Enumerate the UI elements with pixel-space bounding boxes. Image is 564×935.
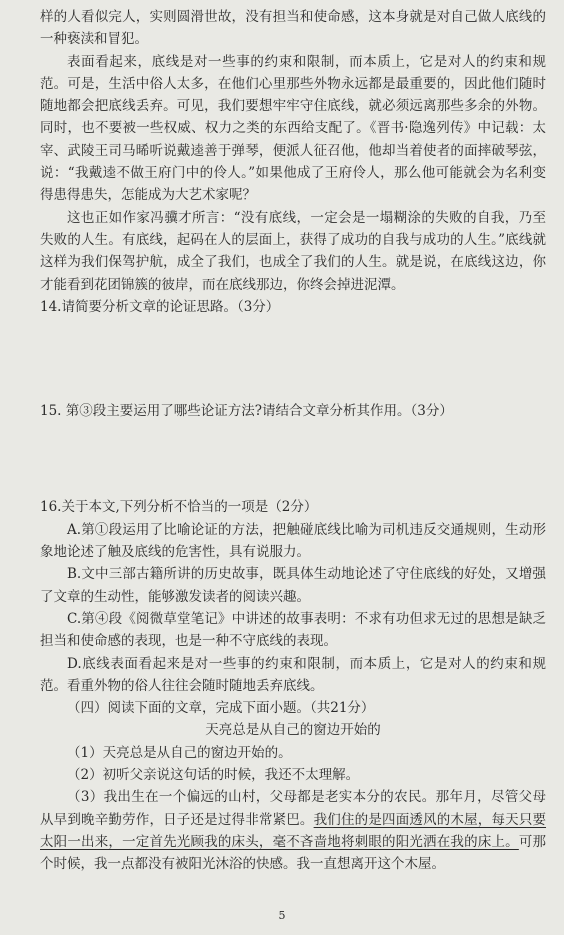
article-paragraph-2: （2）初听父亲说这句话的时候，我还不太理解。 — [67, 767, 360, 784]
article-paragraph-3 — [40, 786, 546, 875]
question-14: 14.请简要分析文章的论证思路。（3分） — [40, 298, 280, 315]
answer-space-15 — [40, 422, 546, 496]
underlined-sentence: 我们住的是四面透风的木屋，每天只要太阳一出来，一定首先光顾我的床头，毫不吝啬地将刺眼的阳光洒在我的床上。 — [40, 811, 547, 850]
option-d: D.底线表面看起来是对一些事的约束和限制，而本质上，它是对人的约束和规范。看重外物的俗人往往会随时随地丢弃底线。 — [40, 655, 546, 694]
option-b: B.文中三部古籍所讲的历史故事，既具体生动地论述了守住底线的好处，又增强了文章的生动性，能够激发读者的阅读兴趣。 — [40, 566, 546, 605]
paragraph-surface: 表面看起来，底线是对一些事的约束和限制，而本质上，它是对人的约束和规范。可是，生活中俗人太多，在他们心里那些外物永远都是最重要的，因此他们随时随地都会把底线丢弃。可见，我们要想牢牢守住底线，就必须远离那些多余的外物。同时，也不要被一些权威、权力之类的东西给支配了。《晋书·隐逸列传》中记载：太宰、武陵王司马晞听说戴逵善于弹琴，便派人征召他，他却当着使者的面摔破琴弦，说：“我戴逵不做王府门中的伶人。”如果他成了王府伶人，那么他可能就会为名利变得患得患失，怎能成为大艺术家呢？ — [40, 53, 546, 204]
option-a: A.第①段运用了比喻论证的方法，把触碰底线比喻为司机违反交通规则，生动形象地论述了触及底线的危害性，具有说服力。 — [40, 521, 546, 561]
article-paragraph-3-end: 可那个时候，我一点都没有被阳光沐浴的快感。我一直想离开这个木屋。 — [40, 833, 547, 873]
page-number: 5 — [278, 909, 286, 922]
answer-space-14 — [40, 318, 546, 400]
article-paragraph-3-start: （3）我出生在一个偏远的山村，父母都是老实本分的农民。那年月，尽管父母从早到晚辛勤劳作，日子还是过得非常紧巴。 — [40, 789, 546, 828]
option-c: C.第④段《阅微草堂笔记》中讲述的故事表明：不求有功但求无过的思想是缺乏担当和使命感的表现，也是一种不守底线的表现。 — [40, 610, 546, 650]
question-16: 16.关于本文,下列分析不恰当的一项是（2分） — [40, 499, 318, 516]
question-15: 15. 第③段主要运用了哪些论证方法?请结合文章分析其作用。（3分） — [40, 403, 453, 420]
article-title: 天亮总是从自己的窗边开始的 — [205, 722, 381, 739]
paragraph-quote: 这也正如作家冯骥才所言：“没有底线，一定会是一塌糊涂的失败的自我，乃至失败的人生。有底线，起码在人的层面上，获得了成功的自我与成功的人生。”底线就这样为我们保驾护航，成全了我们，也成全了我们的人生。就是说，在底线这边，你才能看到花团锦簇的彼岸，而在底线那边，你终会掉进泥潭。 — [40, 209, 546, 293]
paragraph-top: 样的人看似完人，实则圆滑世故，没有担当和使命感，这本身就是对自己做人底线的一种亵渎和冒犯。 — [40, 9, 546, 48]
section-four-heading: （四）阅读下面的文章，完成下面小题。（共21分） — [67, 700, 375, 717]
article-paragraph-1: （1）天亮总是从自己的窗边开始的。 — [67, 744, 292, 761]
